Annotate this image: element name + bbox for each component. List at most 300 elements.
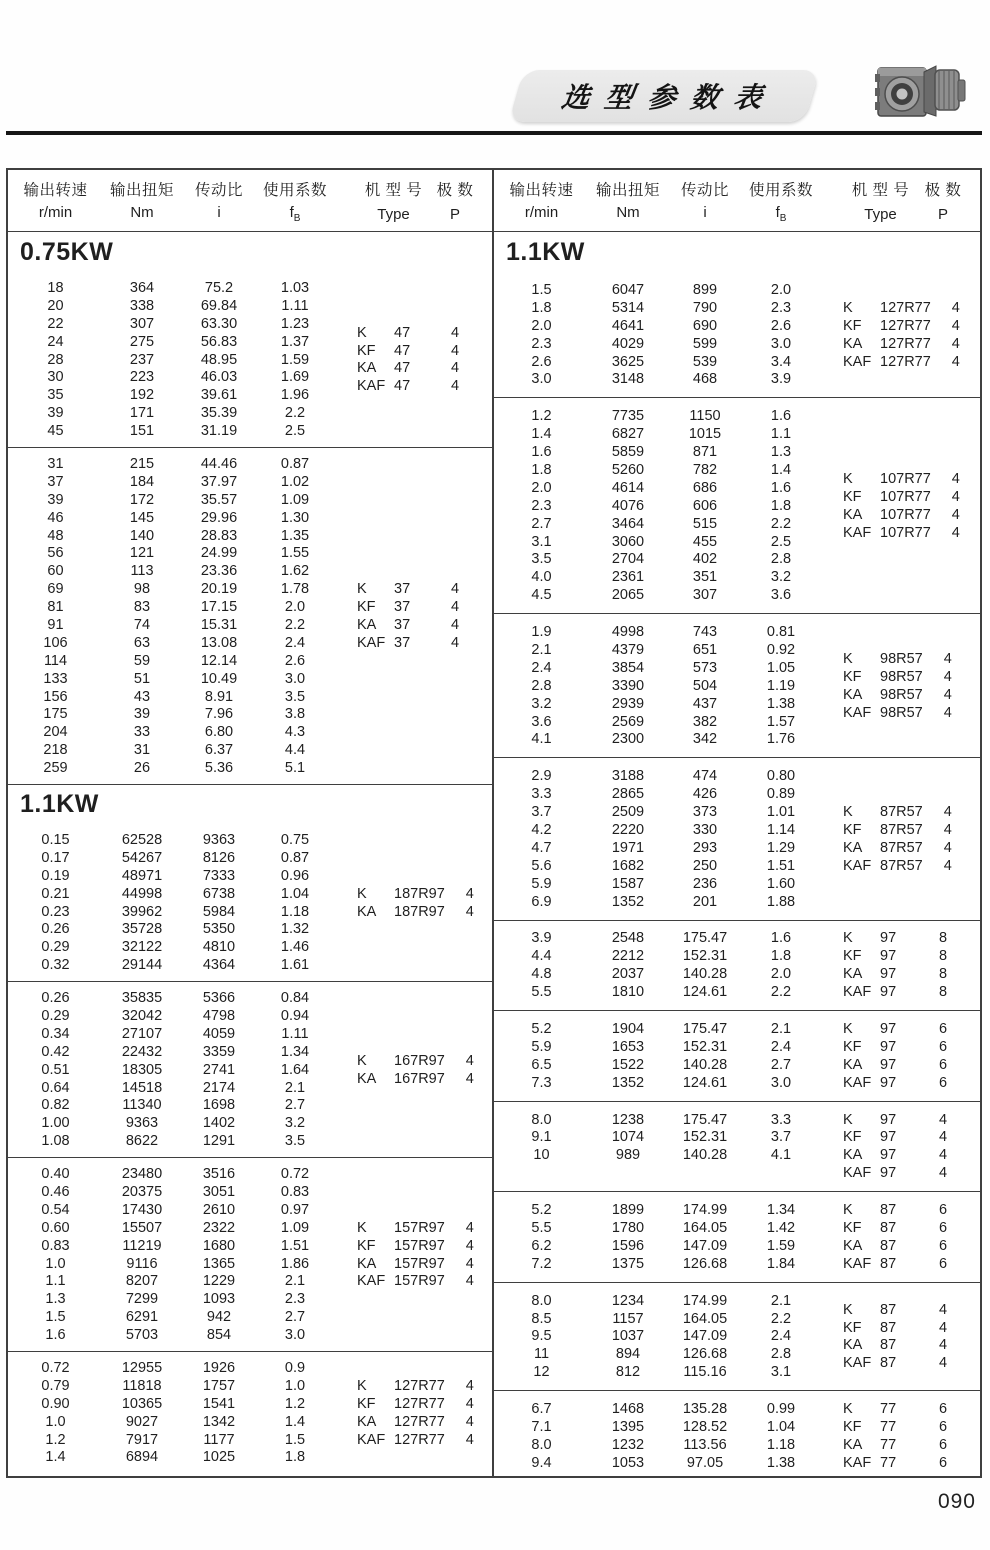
gearbox-photo-svg [874, 58, 966, 128]
header-cell: r/min [38, 204, 73, 221]
table-cell: 426 [692, 786, 718, 803]
table-row [8, 1025, 333, 1043]
table-cell: 1025 [202, 1449, 236, 1466]
table-row [494, 730, 819, 748]
table-cell: 474 [692, 768, 718, 785]
table-cell: 0.72 [280, 1166, 310, 1183]
table-cell: 3060 [611, 533, 645, 550]
table-row [8, 741, 333, 759]
table-cell: 5.1 [284, 760, 306, 777]
table-cell: 1.03 [280, 279, 310, 296]
table-cell: 43 [133, 688, 151, 705]
header-cell: 输出转速 [509, 182, 574, 199]
table-cell: 4076 [611, 497, 645, 514]
table-cell: 0.26 [41, 921, 70, 938]
table-cell: 1.19 [766, 677, 796, 694]
type-model: KF [843, 1220, 862, 1237]
table-row [8, 315, 333, 333]
type-poles: 4 [938, 1337, 948, 1354]
table-cell: 164.05 [682, 1310, 728, 1327]
type-row [819, 965, 980, 983]
table-cell: 437 [692, 695, 718, 712]
type-row [819, 1454, 980, 1472]
type-poles: 4 [465, 1255, 474, 1272]
table-row [8, 368, 333, 386]
table-cell: 342 [692, 731, 718, 748]
table-cell: 2.0 [284, 599, 306, 616]
type-poles: 4 [938, 1111, 948, 1128]
table-cell: 2.2 [284, 405, 306, 422]
type-poles: 4 [943, 857, 952, 874]
table-cell: 3.9 [770, 371, 792, 388]
type-model: KAF [843, 524, 872, 541]
table-cell: 11818 [122, 1377, 162, 1394]
table-cell: 145 [129, 509, 155, 526]
table-cell: 37.97 [200, 473, 238, 490]
table-row [8, 1114, 333, 1132]
type-poles: 4 [951, 488, 960, 505]
table-row [8, 333, 333, 351]
type-row [819, 1129, 980, 1147]
table-row [494, 1038, 819, 1056]
table-cell: 17.15 [200, 599, 238, 616]
table-cell: 5.9 [531, 875, 552, 892]
type-row [819, 488, 980, 506]
type-list [333, 831, 492, 974]
type-poles: 4 [951, 506, 960, 523]
table-row [8, 1183, 333, 1201]
type-size: 97 [880, 1074, 897, 1091]
type-model: K [843, 1401, 853, 1418]
header-numeric-cells [8, 178, 333, 200]
table-cell: 373 [692, 804, 718, 821]
table-row [8, 1413, 333, 1431]
table-cell: 2.0 [531, 479, 552, 496]
table-cell: 147.09 [682, 1237, 728, 1254]
table-row [494, 461, 819, 479]
type-model: KAF [357, 1273, 386, 1290]
table-row [8, 1359, 333, 1377]
table-cell: 1.2 [45, 1431, 66, 1448]
table-cell: 2939 [611, 695, 645, 712]
type-row [333, 1431, 492, 1449]
table-cell: 10 [533, 1147, 550, 1164]
table-cell: 4.4 [284, 742, 306, 759]
table-column-body [494, 232, 980, 1476]
table-cell: 3.3 [770, 1111, 792, 1128]
table-cell: 140.28 [682, 966, 728, 983]
table-cell: 152.31 [682, 1038, 728, 1055]
table-cell: 782 [692, 461, 718, 478]
table-cell: 174.99 [682, 1202, 728, 1219]
table-row [8, 989, 333, 1007]
table-cell: 1.11 [281, 297, 309, 314]
type-size: 127R77 [394, 1395, 445, 1412]
table-cell: 1682 [611, 857, 645, 874]
table-row [8, 903, 333, 921]
type-poles: 4 [450, 599, 460, 616]
table-cell: 2.4 [770, 1328, 792, 1345]
type-row [819, 1436, 980, 1454]
table-cell: 1.55 [280, 545, 310, 562]
table-row [494, 1201, 819, 1219]
table-cell: 48.95 [200, 351, 238, 368]
type-size: 77 [880, 1436, 897, 1453]
table-cell: 2.3 [284, 1291, 306, 1308]
table-cell: 2.2 [770, 515, 792, 532]
type-row [333, 360, 492, 378]
table-cell: 1.38 [766, 695, 796, 712]
table-cell: 27107 [121, 1025, 163, 1042]
type-row [333, 1070, 492, 1088]
table-cell: 2.1 [284, 1079, 306, 1096]
table-cell: 1780 [611, 1220, 645, 1237]
header-cell: 传动比 [680, 182, 729, 199]
table-cell: 0.34 [41, 1025, 70, 1042]
table-cell: 32122 [121, 939, 163, 956]
table-cell: 7.3 [531, 1074, 552, 1091]
table-cell: 1.84 [766, 1255, 796, 1272]
type-size: 107R77 [880, 506, 931, 523]
table-cell: 686 [692, 479, 718, 496]
type-model: K [843, 1202, 853, 1219]
type-size: 87 [880, 1255, 897, 1272]
type-model: KA [843, 1147, 863, 1164]
type-poles: 4 [938, 1129, 948, 1146]
type-model: KF [843, 668, 862, 685]
table-cell: 3148 [611, 371, 645, 388]
table-cell: 0.89 [766, 786, 796, 803]
table-cell: 539 [692, 353, 718, 370]
numeric-rows [494, 1020, 819, 1092]
data-block [494, 1101, 980, 1192]
type-poles: 6 [938, 1419, 948, 1436]
type-row [333, 903, 492, 921]
table-cell: 1365 [202, 1255, 236, 1272]
type-model: KF [357, 1395, 376, 1412]
table-row [494, 550, 819, 568]
table-cell: 56.83 [200, 333, 238, 350]
table-row [8, 1395, 333, 1413]
table-cell: 83 [133, 599, 151, 616]
table-cell: 175.47 [682, 1021, 728, 1037]
table-cell: 0.40 [41, 1166, 70, 1183]
table-cell: 0.97 [280, 1201, 310, 1218]
table-row [494, 1056, 819, 1074]
table-cell: 0.60 [41, 1219, 70, 1236]
table-cell: 4.3 [284, 724, 306, 741]
type-poles: 4 [943, 804, 952, 821]
table-cell: 1232 [611, 1436, 645, 1453]
type-list [819, 281, 980, 388]
table-cell: 39962 [121, 903, 163, 920]
type-size: 97 [880, 984, 897, 1001]
table-cell: 2.9 [531, 768, 552, 785]
type-size: 47 [394, 360, 411, 377]
table-cell: 1.8 [770, 497, 792, 514]
data-block [494, 920, 980, 1011]
type-poles: 4 [951, 317, 960, 334]
header-cell: 输出转速 [23, 182, 88, 199]
type-row [819, 704, 980, 722]
table-cell: 6047 [611, 281, 645, 298]
table-cell: 2.1 [531, 641, 552, 658]
table-cell: 3.2 [284, 1115, 306, 1132]
table-cell: 9116 [126, 1255, 158, 1272]
table-cell: 63.30 [200, 315, 238, 332]
table-row [494, 659, 819, 677]
table-cell: 2.1 [284, 1273, 306, 1290]
table-cell: 31 [133, 742, 151, 759]
type-row [819, 1111, 980, 1129]
table-cell: 8622 [125, 1133, 159, 1150]
table-cell: 5.2 [531, 1202, 552, 1219]
table-cell: 121 [129, 545, 155, 562]
table-cell: 11340 [122, 1097, 162, 1114]
type-size: 87R57 [880, 804, 923, 821]
header-row [494, 204, 980, 224]
table-cell: 1.6 [45, 1327, 66, 1344]
table-cell: 0.29 [41, 1008, 70, 1024]
type-poles: 4 [938, 1301, 948, 1318]
table-cell: 69 [47, 581, 64, 598]
header-type-cells [819, 178, 980, 200]
table-cell: 2.0 [770, 966, 792, 983]
table-cell: 1.18 [280, 903, 310, 920]
header-cell-type: Type [377, 205, 410, 223]
table-cell: 1.6 [770, 479, 792, 496]
numeric-rows [494, 1111, 819, 1183]
table-cell: 2.6 [770, 317, 792, 334]
type-list [333, 279, 492, 440]
table-row [8, 938, 333, 956]
table-cell: 1395 [611, 1419, 645, 1436]
table-cell: 3.5 [284, 1133, 306, 1150]
table-cell: 26 [133, 760, 151, 777]
type-row [333, 598, 492, 616]
table-cell: 307 [692, 587, 718, 604]
table-cell: 17430 [121, 1201, 163, 1218]
table-cell: 39 [47, 405, 64, 422]
header-cell: 输出扭矩 [595, 182, 660, 199]
table-cell: 1653 [611, 1038, 645, 1055]
table-cell: 2.1 [770, 1292, 792, 1309]
table-cell: 4059 [202, 1025, 236, 1042]
table-row [494, 353, 819, 371]
table-row [494, 1292, 819, 1310]
type-list [819, 1201, 980, 1273]
table-cell: 4.8 [531, 966, 552, 983]
table-cell: 124.61 [682, 984, 728, 1001]
type-size: 87 [880, 1220, 897, 1237]
header-cell-poles: 极 数 [436, 182, 474, 199]
table-cell: 13.08 [200, 634, 238, 651]
table-cell: 39.61 [200, 387, 238, 404]
table-cell: 2.3 [531, 335, 552, 352]
table-row [494, 1345, 819, 1363]
table-row [494, 803, 819, 821]
table-cell: 3.4 [770, 353, 792, 370]
table-row [494, 1020, 819, 1038]
table-cell: 51 [133, 670, 151, 687]
type-row [333, 324, 492, 342]
table-row [494, 1400, 819, 1418]
type-model: K [357, 581, 367, 598]
table-cell: 1.0 [284, 1377, 306, 1394]
table-cell: 1.34 [766, 1202, 796, 1219]
type-list [819, 1111, 980, 1183]
table-cell: 2037 [611, 966, 645, 983]
table-cell: 402 [692, 551, 718, 568]
type-model: K [357, 885, 367, 902]
table-row [494, 425, 819, 443]
table-row [494, 641, 819, 659]
table-cell: 942 [206, 1309, 232, 1326]
table-cell: 3625 [611, 353, 645, 370]
table-cell: 2065 [611, 587, 645, 604]
table-cell: 1.46 [280, 939, 310, 956]
table-cell: 573 [692, 659, 718, 676]
table-cell: 3.5 [284, 688, 306, 705]
data-block [494, 613, 980, 757]
table-cell: 1.04 [280, 885, 310, 902]
table-row [494, 713, 819, 731]
table-cell: 15507 [121, 1219, 163, 1236]
type-size: 97 [880, 1147, 897, 1164]
table-cell: 7735 [611, 408, 645, 425]
table-cell: 4029 [611, 335, 645, 352]
table-row [8, 1007, 333, 1025]
table-cell: 35 [47, 387, 64, 404]
table-cell: 5350 [202, 921, 236, 938]
table-cell: 3.7 [770, 1129, 792, 1146]
table-cell: 133 [43, 670, 68, 687]
type-poles: 4 [943, 650, 952, 667]
type-size: 87R57 [880, 839, 923, 856]
type-row [819, 317, 980, 335]
table-cell: 2.0 [770, 281, 792, 298]
table-cell: 7917 [125, 1431, 159, 1448]
type-row [333, 1377, 492, 1395]
table-row [494, 1237, 819, 1255]
table-cell: 0.32 [41, 957, 70, 974]
type-model: KAF [843, 984, 872, 1001]
numeric-rows [8, 831, 333, 974]
data-block [494, 1191, 980, 1282]
type-model: KAF [843, 1355, 872, 1372]
type-model: KF [843, 1319, 862, 1336]
table-cell: 126.68 [682, 1255, 728, 1272]
page-number: 090 [937, 1490, 976, 1513]
table-cell: 2322 [202, 1219, 236, 1236]
table-row [8, 1043, 333, 1061]
type-poles: 6 [938, 1255, 948, 1272]
table-cell: 0.92 [766, 641, 796, 658]
table-cell: 1.59 [766, 1237, 796, 1254]
table-cell: 2.7 [770, 1056, 792, 1073]
type-row [819, 1074, 980, 1092]
table-cell: 152.31 [682, 1129, 728, 1146]
header-type-cells [819, 206, 980, 223]
table-cell: 3.0 [770, 1074, 792, 1091]
table-cell: 3464 [611, 515, 645, 532]
type-poles: 4 [951, 470, 960, 487]
table-row [494, 875, 819, 893]
table-row [8, 562, 333, 580]
type-row [333, 1255, 492, 1273]
type-poles: 4 [465, 1395, 474, 1412]
type-model: KF [843, 488, 862, 505]
table-cell: 31 [47, 455, 64, 472]
type-row [819, 353, 980, 371]
table-cell: 32042 [121, 1008, 163, 1024]
table-cell: 1.8 [284, 1449, 306, 1466]
table-cell: 2.8 [531, 677, 552, 694]
table-cell: 3.6 [770, 587, 792, 604]
numeric-rows [494, 281, 819, 388]
table-cell: 899 [692, 281, 718, 298]
table-cell: 140.28 [682, 1147, 728, 1164]
table-cell: 152.31 [682, 948, 728, 965]
type-list [333, 1165, 492, 1344]
type-model: KF [843, 948, 862, 965]
table-cell: 1.02 [280, 473, 310, 490]
table-cell: 1352 [611, 893, 645, 910]
table-cell: 1.04 [766, 1419, 796, 1436]
type-size: 77 [880, 1419, 897, 1436]
numeric-rows [8, 989, 333, 1150]
table-cell: 11219 [122, 1237, 162, 1254]
table-cell: 156 [43, 688, 68, 705]
table-cell: 2865 [611, 786, 645, 803]
table-cell: 250 [692, 857, 718, 874]
table-cell: 1971 [611, 839, 645, 856]
table-cell: 9027 [125, 1413, 159, 1430]
table-cell: 11 [533, 1346, 550, 1363]
table-cell: 39 [47, 491, 64, 508]
table-cell: 651 [692, 641, 718, 658]
table-row [8, 1431, 333, 1449]
page-title: 选 型 参 数 表 [559, 83, 768, 114]
table-cell: 0.81 [766, 624, 796, 641]
table-row [494, 335, 819, 353]
type-row [819, 1219, 980, 1237]
table-cell: 6.7 [531, 1401, 552, 1418]
table-column-header [8, 170, 492, 232]
table-cell: 1.2 [284, 1395, 306, 1412]
table-cell: 12.14 [200, 652, 238, 669]
type-row [819, 839, 980, 857]
table-cell: 74 [133, 616, 151, 633]
type-size: 167R97 [394, 1052, 445, 1069]
table-row [8, 297, 333, 315]
table-cell: 15.31 [200, 616, 238, 633]
table-cell: 0.72 [41, 1360, 70, 1377]
table-cell: 0.54 [41, 1201, 70, 1218]
table-cell: 1757 [202, 1377, 236, 1394]
type-model: KA [843, 1337, 863, 1354]
table-cell: 3.5 [531, 551, 552, 568]
table-cell: 140 [129, 527, 155, 544]
table-cell: 5.9 [531, 1038, 552, 1055]
type-list [819, 1020, 980, 1092]
table-cell: 3.3 [531, 786, 552, 803]
table-cell: 147.09 [682, 1328, 728, 1345]
table-row [494, 785, 819, 803]
table-cell: 1342 [202, 1413, 236, 1430]
type-poles: 4 [951, 524, 960, 541]
table-cell: 6894 [125, 1449, 159, 1466]
